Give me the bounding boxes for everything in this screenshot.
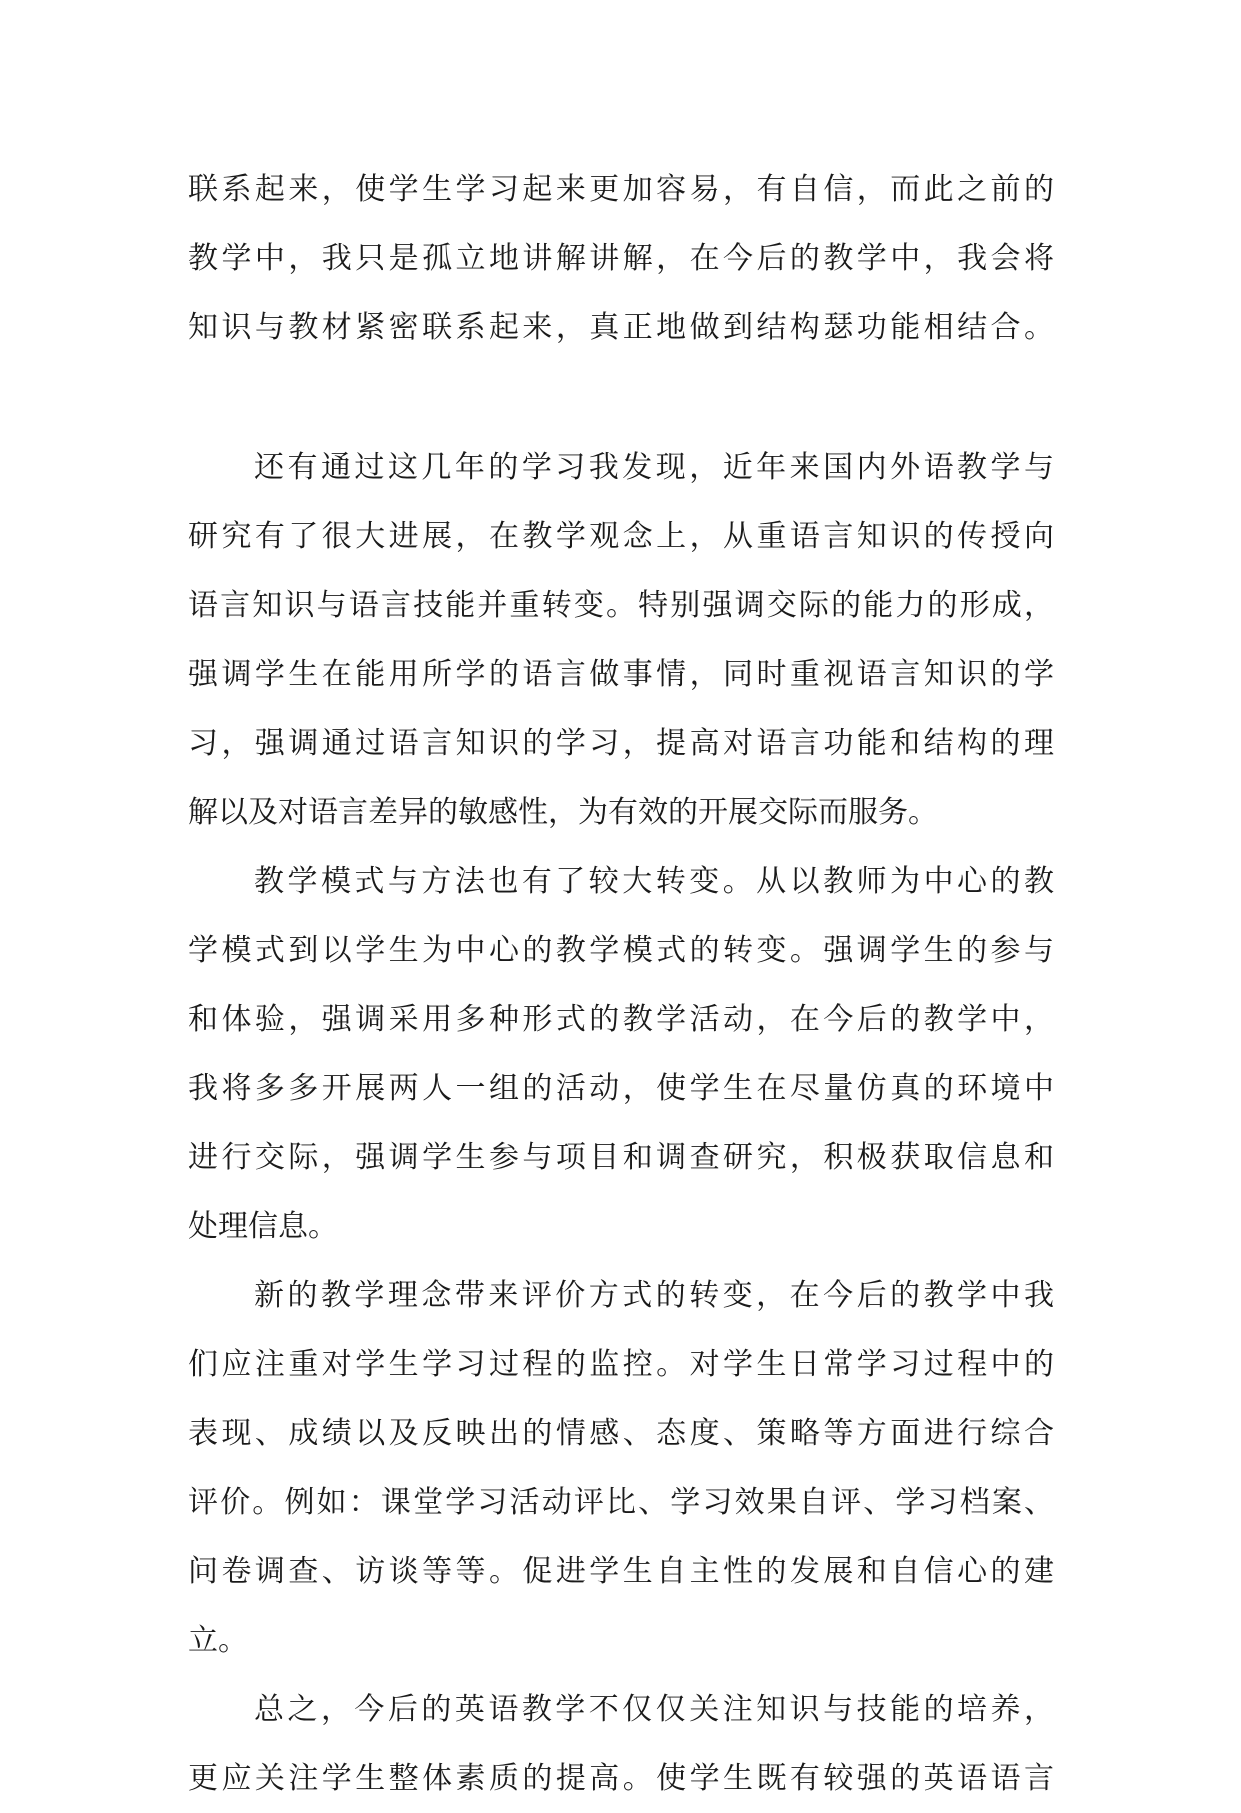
paragraph-3 (188, 847, 1054, 1261)
text-line: 问卷调查、访谈等等。促进学生自主性的发展和自信心的建 (188, 1554, 1054, 1589)
text-line: 学模式到以学生为中心的教学模式的转变。强调学生的参与 (188, 933, 1054, 968)
text-line: 还有通过这几年的学习我发现，近年来国内外语教学与 (254, 450, 1054, 485)
text-line: 们应注重对学生学习过程的监控。对学生日常学习过程中的 (188, 1347, 1054, 1382)
text-line: 教学模式与方法也有了较大转变。从以教师为中心的教 (254, 864, 1054, 899)
text-line: 我将多多开展两人一组的活动，使学生在尽量仿真的环境中 (188, 1071, 1054, 1106)
paragraph-gap (188, 362, 1054, 433)
text-line: 习，强调通过语言知识的学习，提高对语言功能和结构的理 (188, 726, 1054, 761)
text-line: 评价。例如：课堂学习活动评比、学习效果自评、学习档案、 (188, 1485, 1054, 1520)
paragraph-1 (188, 155, 1054, 362)
document-body (188, 155, 1054, 1813)
text-line: 更应关注学生整体素质的提高。使学生既有较强的英语语言 (188, 1761, 1054, 1796)
text-line: 表现、成绩以及反映出的情感、态度、策略等方面进行综合 (188, 1416, 1054, 1451)
paragraph-4 (188, 1261, 1054, 1675)
text-line: 研究有了很大进展，在教学观念上，从重语言知识的传授向 (188, 519, 1054, 554)
text-line: 知识与教材紧密联系起来，真正地做到结构瑟功能相结合。 (188, 310, 1054, 345)
text-line: 语言知识与语言技能并重转变。特别强调交际的能力的形成， (188, 588, 1054, 623)
text-line: 新的教学理念带来评价方式的转变，在今后的教学中我 (254, 1278, 1054, 1313)
text-line: 总之，今后的英语教学不仅仅关注知识与技能的培养， (254, 1692, 1054, 1727)
paragraph-2 (188, 433, 1054, 847)
text-line: 解以及对语言差异的敏感性，为有效的开展交际而服务。 (188, 795, 938, 830)
text-line: 教学中，我只是孤立地讲解讲解，在今后的教学中，我会将 (188, 241, 1054, 276)
text-line: 处理信息。 (188, 1209, 338, 1244)
text-line: 立。 (188, 1623, 248, 1658)
text-line: 和体验，强调采用多种形式的教学活动，在今后的教学中， (188, 1002, 1054, 1037)
text-line: 强调学生在能用所学的语言做事情，同时重视语言知识的学 (188, 657, 1054, 692)
paragraph-5 (188, 1675, 1054, 1813)
text-line: 进行交际，强调学生参与项目和调查研究，积极获取信息和 (188, 1140, 1054, 1175)
text-line: 联系起来，使学生学习起来更加容易，有自信，而此之前的 (188, 172, 1054, 207)
